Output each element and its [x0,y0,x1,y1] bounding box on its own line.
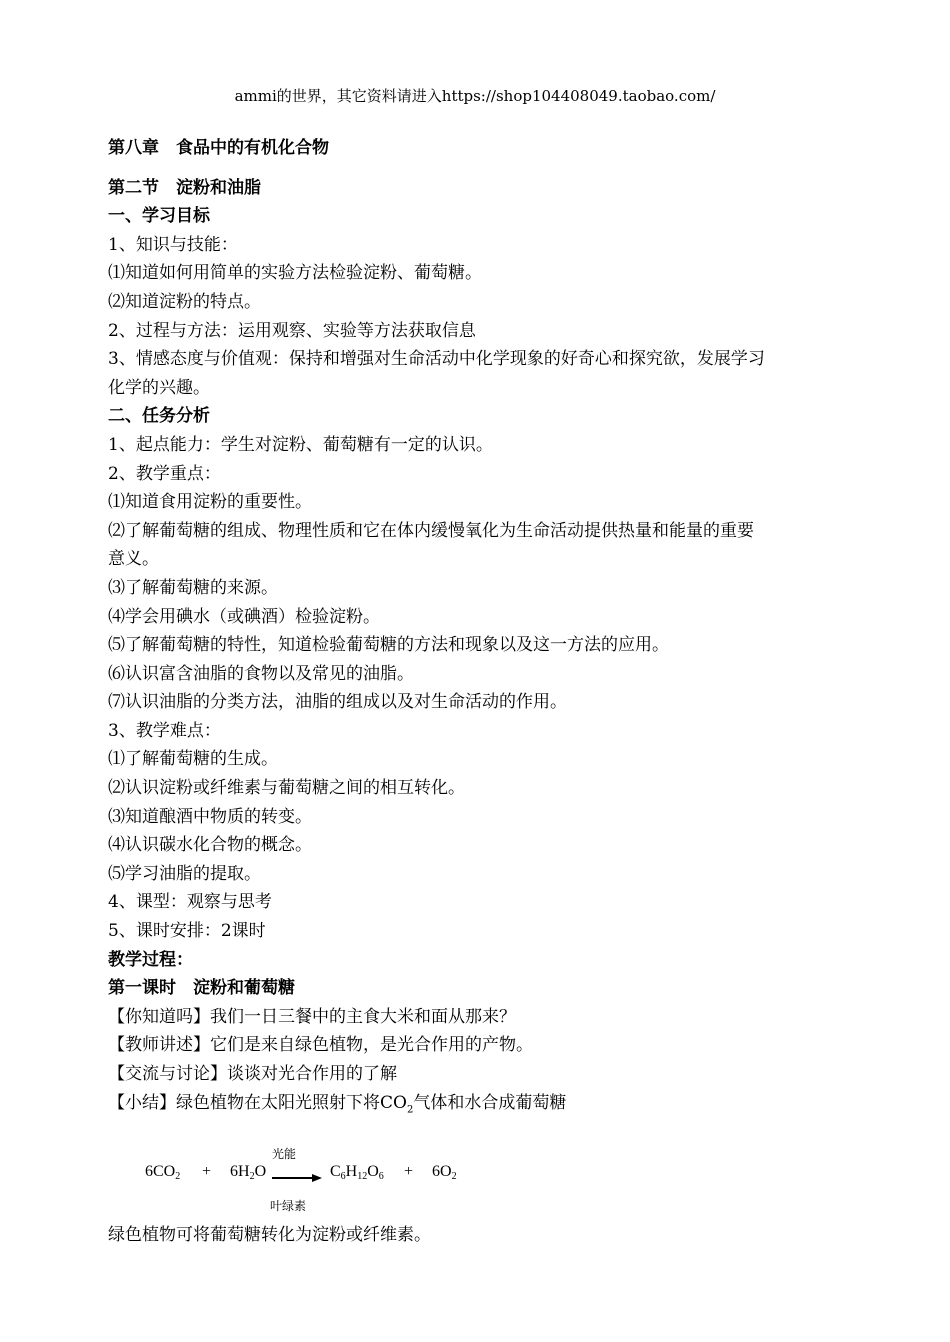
analysis-line: 3、教学难点： [108,720,221,741]
objectives-heading: 一、学习目标 [108,206,210,227]
lesson-one-heading: 第一课时 淀粉和葡萄糖 [108,978,295,999]
task-analysis-heading: 二、任务分析 [108,406,210,427]
page-header: ammi的世界，其它资料请进入https://shop104408049.taobao.com/ [234,87,716,105]
analysis-line: ⑸了解葡萄糖的特性，知道检验葡萄糖的方法和现象以及这一方法的应用。 [108,635,669,656]
analysis-line: ⑸学习油脂的提取。 [108,863,261,884]
analysis-line: 5、课时安排：2课时 [108,921,266,942]
analysis-line: ⑴了解葡萄糖的生成。 [108,749,278,770]
objective-line: ⑵知道淀粉的特点。 [108,291,261,312]
plus-sign: + [202,1162,212,1180]
analysis-line: ⑵认识淀粉或纤维素与葡萄糖之间的相互转化。 [108,778,465,799]
analysis-line: 意义。 [108,549,159,570]
lesson-line: 【教师讲述】它们是来自绿色植物，是光合作用的产物。 [108,1035,533,1056]
analysis-line: ⑶了解葡萄糖的来源。 [108,577,278,598]
objective-line: 2、过程与方法：运用观察、实验等方法获取信息 [108,320,476,341]
objective-line: 3、情感态度与价值观：保持和增强对生命活动中化学现象的好奇心和探究欲，发展学习 [108,349,765,370]
document-body [108,134,848,1249]
analysis-line: ⑵了解葡萄糖的组成、物理性质和它在体内缓慢氧化为生命活动提供热量和能量的重要 [108,520,754,541]
objective-line: 1、知识与技能： [108,234,238,255]
analysis-line: 2、教学重点： [108,463,221,484]
reactant-h2o: $6H_2O$ [230,1162,267,1182]
analysis-line: 4、课型：观察与思考 [108,892,272,913]
chapter-title: 第八章 食品中的有机化合物 [108,138,329,158]
objective-line: ⑴知道如何用简单的实验方法检验淀粉、葡萄糖。 [108,263,482,284]
analysis-line: ⑴知道食用淀粉的重要性。 [108,492,312,513]
analysis-line: ⑺认识油脂的分类方法，油脂的组成以及对生命活动的作用。 [108,692,567,713]
product-glucose: $C_6H_{12}O_6$ [330,1162,384,1182]
condition-chlorophyll: 叶绿素 [270,1198,307,1213]
lesson-line: 【交流与讨论】谈谈对光合作用的了解 [108,1064,397,1084]
analysis-line: ⑹认识富含油脂的食物以及常见的油脂。 [108,663,414,684]
plus-sign: + [404,1162,414,1180]
final-line: 绿色植物可将葡萄糖转化为淀粉或纤维素。 [108,1224,431,1245]
analysis-line: ⑷学会用碘水（或碘酒）检验淀粉。 [108,606,380,627]
photosynthesis-equation [108,1125,848,1221]
analysis-line: ⑷认识碳水化合物的概念。 [108,835,312,856]
objective-line: 化学的兴趣。 [108,377,210,398]
lesson-line: 【你知道吗】我们一日三餐中的主食大米和面从那来？ [108,1006,516,1027]
reactant-co2: $6CO_2$ [145,1162,181,1182]
analysis-line: 1、起点能力：学生对淀粉、葡萄糖有一定的认识。 [108,434,493,455]
section-title: 第二节 淀粉和油脂 [108,177,261,198]
analysis-line: ⑶知道酿酒中物质的转变。 [108,806,312,827]
reaction-arrow [272,1173,322,1183]
summary-line: 【小结】绿色植物在太阳光照射下将$CO_2$气体和水合成葡萄糖 [108,1092,567,1115]
teaching-process-heading: 教学过程： [108,949,193,970]
product-o2: $6O_2$ [432,1162,457,1182]
condition-light: 光能 [272,1146,297,1161]
